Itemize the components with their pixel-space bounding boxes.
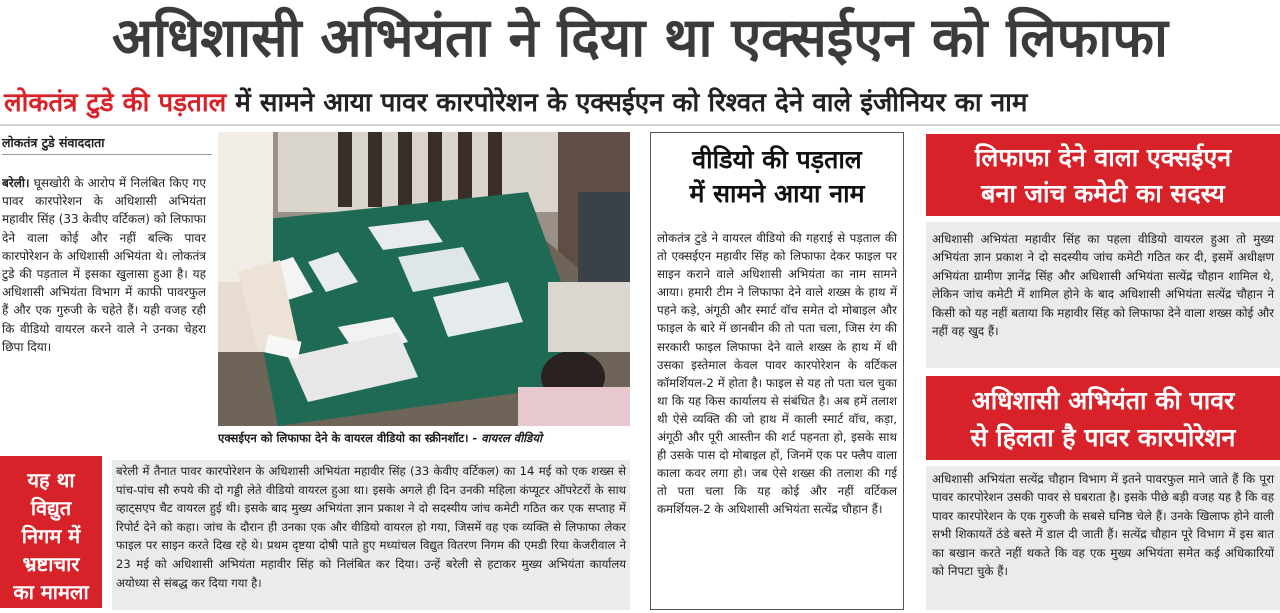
sidebar-red-label-line: का मामला <box>13 580 89 604</box>
sidebar-red-label-line: विद्युत <box>30 496 72 520</box>
video-investigation-title-line2: में सामने आया नाम <box>689 179 865 208</box>
photo-caption <box>218 427 630 449</box>
power-influence-heading-line2: से हिलता है पावर कारपोरेशन <box>970 423 1236 452</box>
subheadline <box>0 80 1280 126</box>
photo-source: - वायरल वीडियो <box>468 431 542 445</box>
office-scene-illustration <box>218 132 630 426</box>
sidebar-red-label-line: भ्रष्टाचार <box>22 552 80 576</box>
subheadline-rest: में सामने आया पावर कारपोरेशन के एक्सईएन को रिश्वत देने वाले इंजीनियर का नाम <box>226 88 1028 118</box>
background-article-text: बरेली में तैनात पावर कारपोरेशन के अधिशासी अभियंता महावीर सिंह (33 केवीए वर्टिकल) का 14 मई को एक शख्स से पांच-पांच सौ रुपये की दो गड्डी लेते वीडियो वायरल हुआ था। इसके अगले ही दिन उनकी महिला कंप्यूटर ऑपरेटरों के साथ व्हाट्सएप चैट वायरल हुई थी। इसके बाद मुख्य अभियंता ज्ञान प्रकाश ने दो सदस्यीय जांच कमेटी गठित कर एक सप्ताह में रिपोर्ट देने को कहा। जांच के दौरान ही उनका एक और वीडियो वायरल हो गया, जिसमें वह एक व्यक्ति से लिफाफा लेकर फाइल पर साइन करते दिख रहे थे। प्रथम दृष्टया दोषी पाते हुए मध्यांचल विद्युत वितरण निगम की एमडी रिया केजरीवाल ने 23 मई को अधिशासी अभियंता महावीर सिंह को निलंबित कर दिया। उन्हें बरेली से हटाकर मुख्य अभियंता कार्यालय अयोध्या से संबद्ध कर दिया गया है। <box>112 460 630 610</box>
lead-article-text <box>2 174 206 450</box>
main-headline: अधिशासी अभियंता ने दिया था एक्सईएन को लिफाफा <box>111 6 1169 69</box>
photo-caption-text: एक्सईएन को लिफाफा देने के वायरल वीडियो का स्क्रीनशॉट। <box>218 431 469 445</box>
viral-video-screenshot <box>218 132 630 426</box>
committee-member-heading-line2: बना जांच कमेटी का सदस्य <box>981 179 1225 208</box>
video-investigation-box <box>650 132 904 610</box>
committee-member-heading <box>926 134 1280 216</box>
dateline: बरेली। <box>2 176 30 190</box>
lead-article-body: घूसखोरी के आरोप में निलंबित किए गए पावर कारपोरेशन के अधिशासी अभियंता महावीर सिंह (33 केवीए वर्टिकल) को लिफाफा देने वाला कोई और नहीं बल्कि पावर कारपोरेशन के अधिशासी अभियंता थे। लोकतंत्र टुडे की पड़ताल में इसका खुलासा हुआ है। यह अधिशासी अभियंता विभाग में काफी पावरफुल हैं और एक गुरुजी के चहेते हैं। यही वजह रही कि वीडियो वायरल करने वाले ने उनका चेहरा छिपा दिया। <box>2 176 206 354</box>
video-investigation-title <box>651 143 903 211</box>
byline: लोकतंत्र टुडे संवाददाता <box>2 134 212 155</box>
power-influence-heading-line1: अधिशासी अभियंता की पावर <box>971 386 1235 415</box>
power-influence-heading <box>926 376 1280 460</box>
subheadline-highlight: लोकतंत्र टुडे की पड़ताल <box>4 88 227 118</box>
video-investigation-text: लोकतंत्र टुडे ने वायरल वीडियो की गहराई से पड़ताल की तो एक्सईएन महावीर सिंह को लिफाफा देकर फाइल पर साइन कराने वाले अधिशासी अभियंता का नाम सामने आया। हमारी टीम ने लिफाफा देने वाले शख्स के हाथ में पहने कड़े, अंगूठी और स्मार्ट वॉच समेत दो मोबाइल और फाइल के बारे में छानबीन की तो पता चला, जिस रंग की सरकारी फाइल लिफाफा देने वाले शख्स के हाथ में थी उसका इस्तेमाल केवल पावर कारपोरेशन के वर्टिकल कॉमर्शियल-2 में होता है। फाइल से यह तो पता चल चुका था कि यह किस कार्यालय से संबंधित है। अब हमें तलाश थी ऐसे व्यक्ति की जो हाथ में काली स्मार्ट वॉच, कड़ा, अंगूठी और पूरी आस्तीन की शर्ट पहनता हो, इसके साथ ही उसके पास दो मोबाइल हों, जिनमें एक पर फ्लैप वाला काला कवर लगा हो। जब ऐसे शख्स की तलाश की गई तो पता चला कि यह कोई और नहीं वर्टिकल कमर्शियल-2 के अधिशासी अभियंता सत्येंद्र चौहान हैं। <box>657 231 897 517</box>
sidebar-red-label-line: निगम में <box>21 524 81 548</box>
committee-member-heading-line1: लिफाफा देने वाला एक्सईएन <box>974 143 1232 172</box>
sidebar-red-label <box>0 456 102 608</box>
sidebar-red-label-line: यह था <box>27 468 75 492</box>
committee-member-text: अधिशासी अभियंता महावीर सिंह का पहला वीडियो वायरल हुआ तो मुख्य अभियंता ज्ञान प्रकाश ने दो सदस्यीय जांच कमेटी गठित कर दी, इसमें अधीक्षण अभियंता ग्रामीण ज्ञानेंद्र सिंह और अधिशासी अभियंता सत्येंद्र चौहान शामिल थे, लेकिन जांच कमेटी में शामिल होने के बाद अधिशासी अभियंता सत्येंद्र चौहान ने किसी को यह नहीं बताया कि महावीर सिंह को लिफाफा देने वाला शख्स कोई और नहीं वह खुद हैं। <box>926 222 1280 368</box>
power-influence-text: अधिशासी अभियंता सत्येंद्र चौहान विभाग में इतने पावरफुल माने जाते हैं कि पूरा पावर कारपोरेशन उसकी पावर से घबराता है। इसके पीछे बड़ी वजह यह है कि वह पावर कारपोरेशन के एक गुरुजी के सबसे घनिष्ठ चेले हैं। उनके खिलाफ होने वाली सभी शिकायतें ठंडे बस्ते में डाल दी जाती हैं। सत्येंद्र चौहान पूरे विभाग में इस बात का बखान करते नहीं थकते कि वह एक मुख्य अभियंता समेत कई अधिकारियों को निपटा चुके हैं। <box>926 466 1280 610</box>
video-investigation-title-line1: वीडियो की पड़ताल <box>692 145 862 174</box>
